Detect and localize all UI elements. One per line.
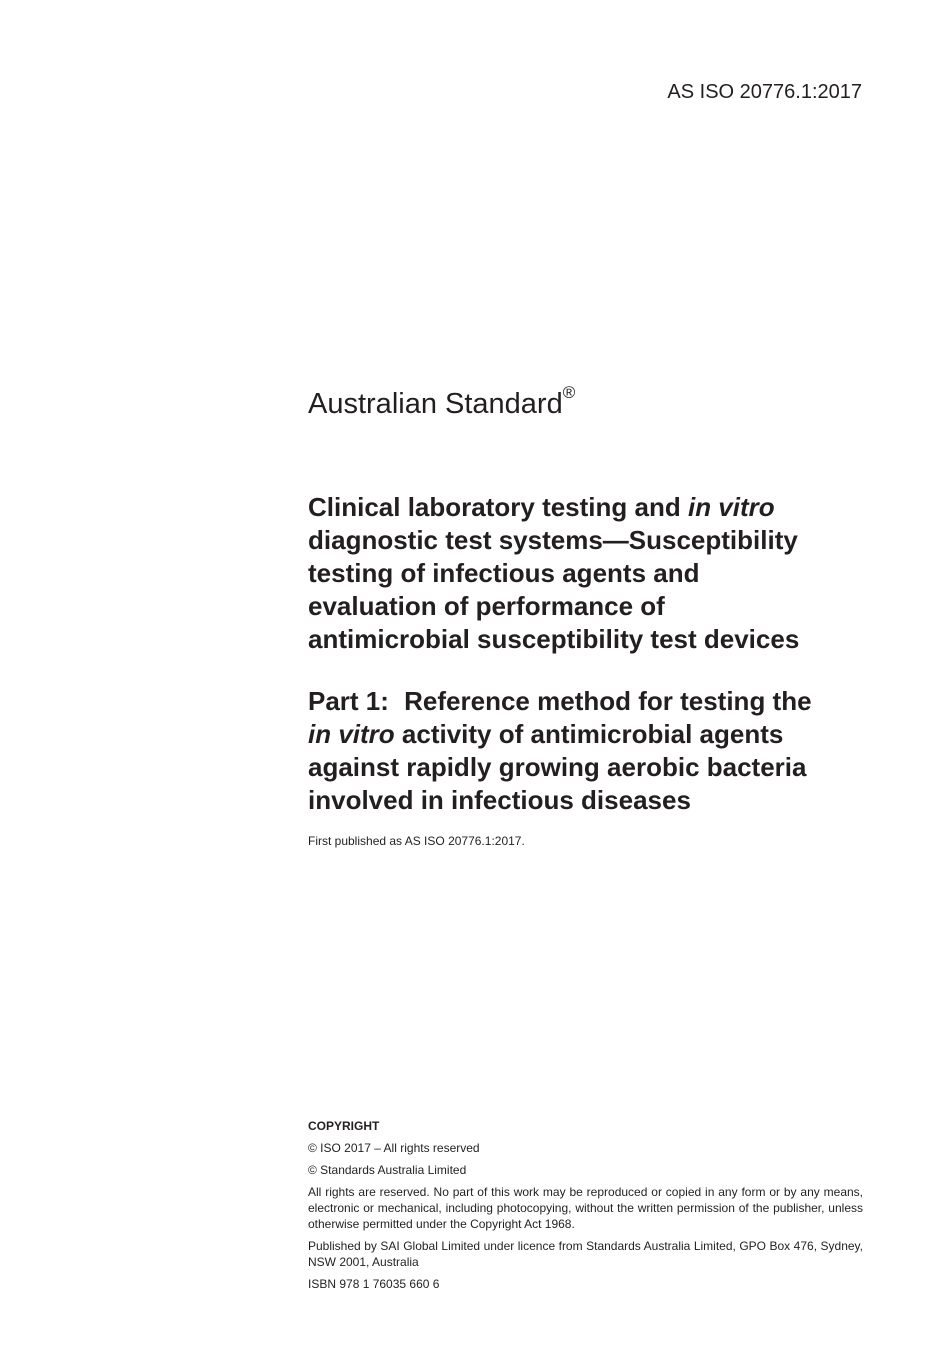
part-line-2-text: activity of antimicrobial agents bbox=[394, 719, 784, 749]
publisher-statement: Published by SAI Global Limited under licence from Standards Australia Limited, GPO Box 476, Sydney, NSW 2001, Australia bbox=[308, 1239, 863, 1269]
title-line-4: evaluation of performance of bbox=[308, 591, 665, 621]
copyright-iso: © ISO 2017 – All rights reserved bbox=[308, 1141, 480, 1155]
part-line-2-italic: in vitro bbox=[308, 719, 395, 749]
registered-mark: ® bbox=[562, 383, 576, 403]
title-line-1-italic: in vitro bbox=[687, 492, 775, 522]
part-line-1-text: Reference method for testing the bbox=[404, 686, 812, 716]
title-line-1 bbox=[308, 491, 863, 524]
copyright-block bbox=[308, 1118, 863, 1298]
first-published-note: First published as AS ISO 20776.1:2017. bbox=[308, 834, 525, 848]
standard-series bbox=[308, 383, 863, 422]
isbn: ISBN 978 1 76035 660 6 bbox=[308, 1277, 440, 1291]
part-title bbox=[308, 685, 863, 817]
part-line-3: against rapidly growing aerobic bacteria bbox=[308, 752, 807, 782]
part-label: Part 1: bbox=[308, 686, 389, 716]
title-line-3: testing of infectious agents and bbox=[308, 558, 700, 588]
part-line-4: involved in infectious diseases bbox=[308, 785, 691, 815]
title-line-5: antimicrobial susceptibility test devices bbox=[308, 624, 800, 654]
series-name: Australian Standard bbox=[308, 388, 563, 420]
part-line-1 bbox=[308, 685, 863, 718]
title-line-1-text: Clinical laboratory testing and bbox=[308, 492, 688, 522]
rights-statement: All rights are reserved. No part of this work may be reproduced or copied in any form or by any means, electronic or mechanical, including photocopying, without the written permission of the publisher, unless otherwise permitted under the Copyright Act 1968. bbox=[308, 1185, 863, 1231]
part-line-2 bbox=[308, 718, 863, 751]
copyright-standards-australia: © Standards Australia Limited bbox=[308, 1163, 467, 1177]
document-number: AS ISO 20776.1:2017 bbox=[667, 81, 862, 103]
document-title bbox=[308, 491, 863, 656]
copyright-heading: COPYRIGHT bbox=[308, 1119, 380, 1133]
title-line-2: diagnostic test systems—Susceptibility bbox=[308, 525, 798, 555]
